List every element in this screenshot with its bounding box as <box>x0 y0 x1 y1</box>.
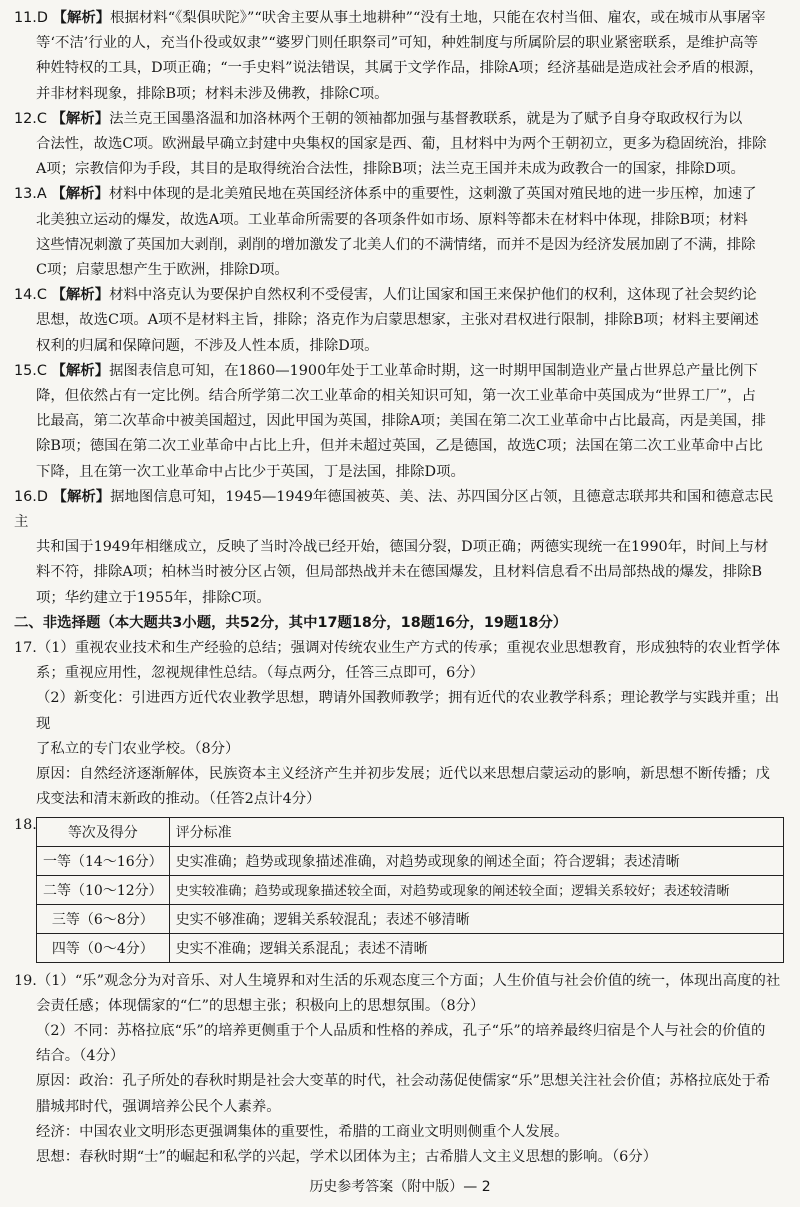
answer-number: 18. <box>14 816 37 833</box>
answer-19: 19.（1）“乐”观念分为对音乐、对人生境界和对生活的乐观态度三个方面；人生价值与社会价值的统一，体现出高度的社 会责任感；体现儒家的“仁”的思想主张；积极向上的思想氛围。（8分） （2）不同：苏格拉底“乐”的培养更侧重于个人品质和性格的养成，孔子“乐”的培养最终归宿是个人与社会的价值的 结合。（4分） 原因：政治：孔子所处的春秋时期是社会大变革的时代，社会动荡促使儒家“乐”思想关注社会价值；苏格拉底处于希 腊城邦时代，强调培养公民个人素养。 经济：中国农业文明形态更强调集体的重要性，希腊的工商业文明则侧重个人发展。 思想：春秋时期“士”的崛起和私学的兴起，学术以团体为主；古希腊人文主义思想的影响。（6分） <box>14 972 781 1165</box>
answer-13: 13.A 【解析】材料中体现的是北美殖民地在英国经济体系中的重要性，这刺激了英国对殖民地的进一步压榨，加速了 北美独立运动的爆发，故选A项。工业革命所需要的各项条件如市场、原料等都未在材料中体现，排除B项；材料 这些情况刺激了英国加大剥削，剥削的增加激发了北美人们的不满情绪，而并不是因为经济发展加剧了不满，排除 C项；启蒙思想产生于欧洲，排除D项。 <box>14 186 757 279</box>
grade-cell: 三等（6～8分） <box>37 904 170 933</box>
analysis-tag: 【解析】 <box>51 287 110 304</box>
answer-18 <box>14 817 784 963</box>
table-header: 等次及得分 <box>37 817 170 846</box>
answer-number: 12.C <box>14 110 47 127</box>
answer-16: 16.D 【解析】据地图信息可知，1945—1949年德国被英、美、法、苏四国分区占领，且德意志联邦共和国和德意志民主 共和国于1949年相继成立，反映了当时冷战已经开始，德国分裂，D项正确；两德实现统一在1990年，时间上与材 料不符，排除A项；柏林当时被分区占领，但局部热战并未在德国爆发，且材料信息看不出局部热战的爆发，排除B 项；华约建立于1955年，排除C项。 <box>14 488 774 606</box>
section-heading: 二、非选择题（本大题共3小题，共52分，其中17题18分，18题16分，19题18分） <box>14 614 568 631</box>
table-row <box>37 846 784 875</box>
answer-12: 12.C 【解析】法兰克王国墨洛温和加洛林两个王朝的领袖都加强与基督教联系，就是为了赋予自身夺取政权行为以 合法性，故选C项。欧洲最早确立封建中央集权的国家是西、葡，且材料中为两个王朝初立，更多为稳固统治，排除 A项；宗教信仰为手段，其目的是取得统治合法性，排除B项；法兰克王国并未成为政教合一的国家，排除D项。 <box>14 110 767 178</box>
answer-number: 14.C <box>14 287 47 304</box>
analysis-tag: 【解析】 <box>51 186 109 203</box>
answer-number: 15.C <box>14 362 47 379</box>
answer-17: 17.（1）重视农业技术和生产经验的总结；强调对传统农业生产方式的传承；重视农业思想教育，形成独特的农业哲学体 系；重视应用性，忽视规律性总结。（每点两分，任答三点即可，6分） （2）新变化：引进西方近代农业教学思想，聘请外国教师教学；拥有近代的农业教学科系；理论教学与实践并重；出现 了私立的专门农业学校。（8分） 原因：自然经济逐渐解体，民族资本主义经济产生并初步发展；近代以来思想启蒙运动的影响，新思想不断传播；戊 戌变法和清末新政的推动。（任答2点计4分） <box>14 640 780 808</box>
analysis-tag: 【解析】 <box>51 110 110 127</box>
grade-cell: 四等（0～4分） <box>37 933 170 962</box>
answer-11: 11.D 【解析】根据材料“《梨俱吠陀》”“吠舍主要从事土地耕种”“没有土地，只能在农村当佃、雇农，或在城市从事屠宰 等‘不洁’行业的人，充当仆役或奴隶”“婆罗门则任职祭司”可知，种姓制度与所属阶层的职业紧密联系，是维护高等 种姓特权的工具，D项正确；“一手史料”说法错误，其属于文学作品，排除A项；经济基础是造成社会矛盾的根源， 并非材料现象，排除B项；材料未涉及佛教，排除C项。 <box>14 10 766 102</box>
criteria-cell: 史实准确；趋势或现象描述准确，对趋势或现象的阐述全面；符合逻辑；表述清晰 <box>169 846 783 875</box>
table-row <box>37 875 784 904</box>
page-footer: 历史参考答案（附中版）— 2 <box>309 1179 491 1195</box>
table-header-row <box>37 817 784 846</box>
criteria-cell: 史实较准确；趋势或现象描述较全面，对趋势或现象的阐述较全面；逻辑关系较好；表述较清晰 <box>169 875 783 904</box>
answer-page <box>14 6 784 1170</box>
answer-number: 11.D <box>14 10 48 26</box>
table-row <box>37 933 784 962</box>
answer-15: 15.C 【解析】据图表信息可知，在1860—1900年处于工业革命时期，这一时期甲国制造业产量占世界总产量比例下 降，但依然占有一定比例。结合所学第二次工业革命的相关知识可知，第一次工业革命中英国成为“世界工厂”，占 比最高，第二次革命中被美国超过，因此甲国为英国，排除A项；美国在第二次工业革命中占比最高，丙是美国，排 除B项；德国在第二次工业革命中占比上升，但并未超过英国，乙是德国，故选C项；法国在第二次工业革命中占比 下降，且在第一次工业革命中占比少于英国，丁是法国，排除D项。 <box>14 362 766 480</box>
analysis-tag: 【解析】 <box>52 488 111 505</box>
table-row <box>37 904 784 933</box>
table-header: 评分标准 <box>169 817 783 846</box>
analysis-tag: 【解析】 <box>52 10 111 26</box>
answer-number: 13.A <box>14 186 47 203</box>
grade-cell: 二等（10～12分） <box>37 875 170 904</box>
criteria-cell: 史实不准确；逻辑关系混乱；表述不清晰 <box>169 933 783 962</box>
answer-number: 16.D <box>14 488 48 505</box>
grading-table <box>36 817 784 963</box>
analysis-tag: 【解析】 <box>51 362 110 379</box>
criteria-cell: 史实不够准确；逻辑关系较混乱；表述不够清晰 <box>169 904 783 933</box>
answer-14: 14.C 【解析】材料中洛克认为要保护自然权利不受侵害，人们让国家和国王来保护他们的权利，这体现了社会契约论 思想，故选C项。A项不是材料主旨，排除；洛克作为启蒙思想家，主张对君权进行限制，排除B项；材料主要阐述 权利的归属和保障问题，不涉及人性本质，排除D项。 <box>14 287 759 354</box>
grade-cell: 一等（14～16分） <box>37 846 170 875</box>
